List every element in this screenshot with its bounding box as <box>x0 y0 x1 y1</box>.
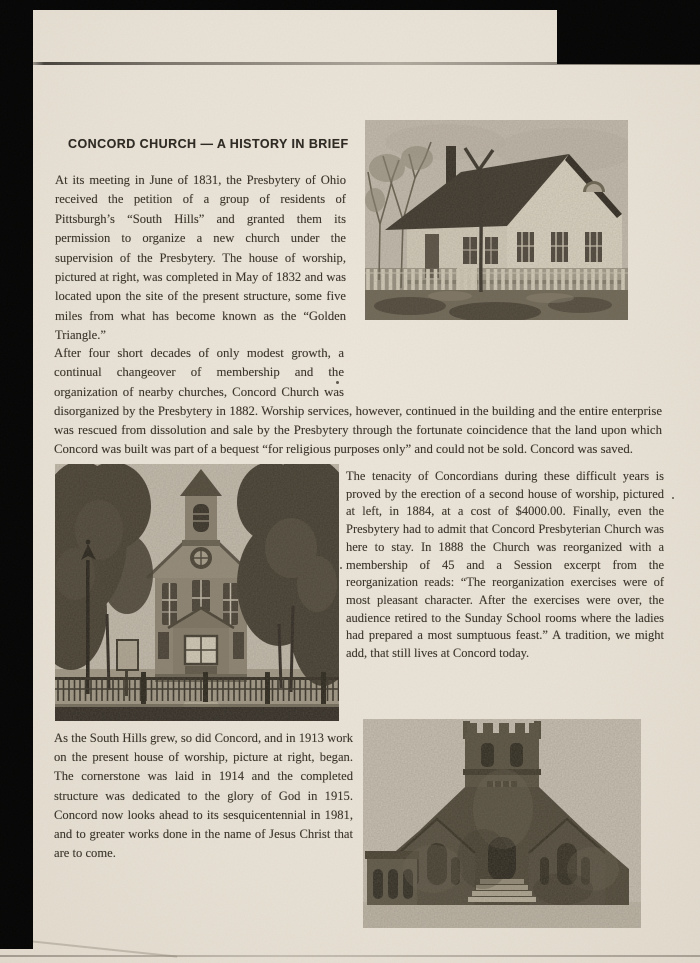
scan-border-top-right <box>557 0 700 64</box>
paragraph-text: At its meeting in June of 1831, the Presbytery of Ohio received the petition of a group of residents of Pittsburgh’s “South Hills” and granted them its permission to organize a new church under the supervision of the Presbytery. The house of worship, pictured at right, was completed in May of 1832 and was located upon the site of the present structure, some five miles from what has become known as the “Golden Triangle.” <box>55 173 346 343</box>
toner-speck <box>340 567 342 569</box>
paragraph-text: The tenacity of Concordians during these difficult years is proved by the erection of a second house of worship, pictured at left, in 1884, at a cost of $4000.00. Finally, even the Presbytery had to admit that Concord Presbyterian Church was here to stay. In 1888 the Church was reorganized with a membership of 45 and a Session excerpt from the reorganization reads: “The reorganization exercises were of most pleasant character. After the exercises were over, the audience retired to the Sunday School rooms where the ladies had prepared a most sumptuous feast.” A tradition, we might add, that still lives at Concord today. <box>346 469 664 661</box>
paragraph-present-church-1913 <box>54 729 353 863</box>
first-house-illustration <box>365 120 628 320</box>
present-house-illustration <box>363 719 641 928</box>
paragraph-text: After four short decades of only modest growth, a continual changeover of membership and the organization of nearby churches, Concord Church was disorganized by the Presbytery in 1882. Worship services, however, continued in the building and the entire enterprise was rescued from dissolution and sale by the Presbytery through the fortunate coincidence that the land upon which Concord was built was part of a bequest “for religious purposes only” and could not be sold. Concord was saved. <box>54 346 662 457</box>
paper-bottom-edge-line <box>0 955 700 957</box>
photo-first-house-1832 <box>365 120 628 320</box>
paragraph-text: As the South Hills grew, so did Concord, and in 1913 work on the present house of worship, picture at right, began. The cornerstone was laid in 1914 and the completed structure was dedicated to the glory of God in 1915. Concord now looks ahead to its sesquicentennial in 1981, and to greater works done in the name of Jesus Christ that are to come. <box>54 731 353 861</box>
column-notch-spacer <box>344 344 662 383</box>
toner-speck <box>336 381 339 384</box>
paragraph-disorganization-1882 <box>54 344 662 460</box>
page-title: CONCORD CHURCH — A HISTORY IN BRIEF <box>68 137 349 151</box>
toner-speck <box>672 497 674 499</box>
photo-present-house-1915 <box>363 719 641 928</box>
paragraph-reorganization-1888 <box>346 468 664 663</box>
second-house-illustration <box>55 464 339 721</box>
photo-second-house-1884 <box>55 464 339 721</box>
paragraph-founding-1831 <box>55 171 346 346</box>
scan-border-left <box>0 0 33 949</box>
